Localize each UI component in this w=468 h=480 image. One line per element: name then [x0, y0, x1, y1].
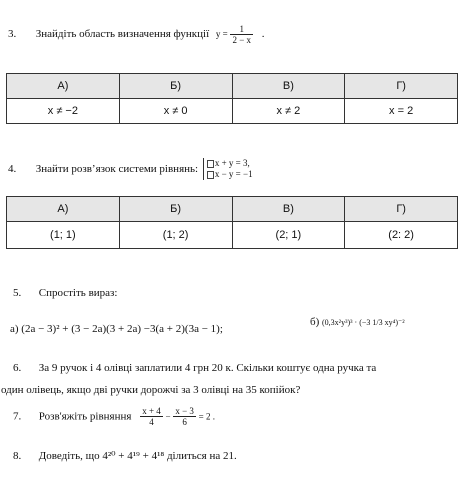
q5-line	[13, 287, 117, 299]
q7-text: Розв'яжіть рівняння	[38, 410, 132, 423]
q6-line1	[13, 362, 376, 374]
q7-rhs: = 2 .	[198, 411, 215, 422]
q7-number: 7.	[13, 410, 22, 423]
q5a-expression: (2a − 3)² + (3 − 2a)(3 + 2a) −3(a + 2)(3a − 1);	[21, 323, 223, 335]
q7-minus: −	[165, 411, 171, 422]
q4-header-b: Б)	[119, 197, 232, 222]
q4-line	[8, 158, 253, 180]
q7-f1-num: x + 4	[142, 406, 161, 416]
q7-f2-den: 6	[182, 417, 187, 427]
q3-func-end: .	[261, 28, 265, 41]
q3-header-b: Б)	[119, 74, 232, 99]
q5a-line	[10, 323, 223, 335]
q7-line	[13, 406, 215, 427]
q3-header-row	[7, 74, 458, 99]
q8-line	[13, 449, 237, 462]
q4-answer-c: (2; 1)	[232, 222, 345, 249]
q5b-expression: (0,3x²y³)³ · (−3 1/3 xy⁴)⁻²	[322, 318, 405, 327]
q3-header-d: Г)	[345, 74, 458, 99]
q3-answer-b: x ≠ 0	[119, 99, 232, 124]
q4-header-c: В)	[232, 197, 345, 222]
q6-line2	[1, 384, 300, 396]
q7-f2-num: x − 3	[175, 406, 194, 416]
q4-answer-d: (2: 2)	[345, 222, 458, 249]
q4-answer-table	[6, 196, 458, 249]
q3-text: Знайдіть область визначення функції	[35, 28, 210, 41]
q3-answer-d: x = 2	[345, 99, 458, 124]
q4-answer-row	[7, 222, 458, 249]
brace-glyph-icon	[207, 160, 214, 168]
q6-text-line1: За 9 ручок і 4 олівці заплатили 4 грн 20 к. Скільки коштує одна ручка та	[38, 362, 377, 374]
q4-system	[203, 158, 253, 180]
q5b-line	[310, 316, 460, 328]
q8-text: Доведіть, що 4²⁰ + 4¹⁹ + 4¹⁸ ділиться на 21.	[38, 450, 237, 462]
q4-eq2: x − y = −1	[214, 169, 253, 179]
q4-eq1: x + y = 3,	[214, 158, 250, 168]
q4-text: Знайти розв’язок системи рівнянь:	[35, 163, 199, 175]
q6-number: 6.	[13, 362, 22, 374]
brace-glyph-icon	[207, 171, 214, 179]
q3-answer-a: x ≠ −2	[7, 99, 120, 124]
q4-header-row	[7, 197, 458, 222]
q3-line	[8, 24, 265, 45]
q4-answer-b: (1; 2)	[119, 222, 232, 249]
q4-header-d: Г)	[345, 197, 458, 222]
q3-func-y: y =	[215, 29, 228, 40]
q3-number: 3.	[8, 28, 17, 41]
q5a-label: а)	[10, 323, 19, 335]
q7-fraction-1	[140, 406, 163, 427]
q4-number: 4.	[8, 163, 17, 175]
q5b-label: б)	[310, 316, 320, 328]
q7-fraction-2	[173, 406, 196, 427]
q3-fraction	[230, 24, 253, 45]
q3-header-c: В)	[232, 74, 345, 99]
q3-answer-table	[6, 73, 458, 124]
q3-header-a: А)	[7, 74, 120, 99]
q4-header-a: А)	[7, 197, 120, 222]
q3-fraction-num: 1	[230, 24, 253, 35]
q5-text: Спростіть вираз:	[38, 287, 118, 299]
q7-f1-den: 4	[149, 417, 154, 427]
q3-answer-row	[7, 99, 458, 124]
q3-fraction-den: 2 − x	[232, 35, 252, 45]
q3-answer-c: x ≠ 2	[232, 99, 345, 124]
q4-answer-a: (1; 1)	[7, 222, 120, 249]
q8-number: 8.	[13, 450, 22, 462]
q6-text-line2: один олівець, якщо дві ручки дорожчі за 3 олівці на 35 копійок?	[1, 384, 301, 396]
q5-number: 5.	[13, 287, 22, 299]
